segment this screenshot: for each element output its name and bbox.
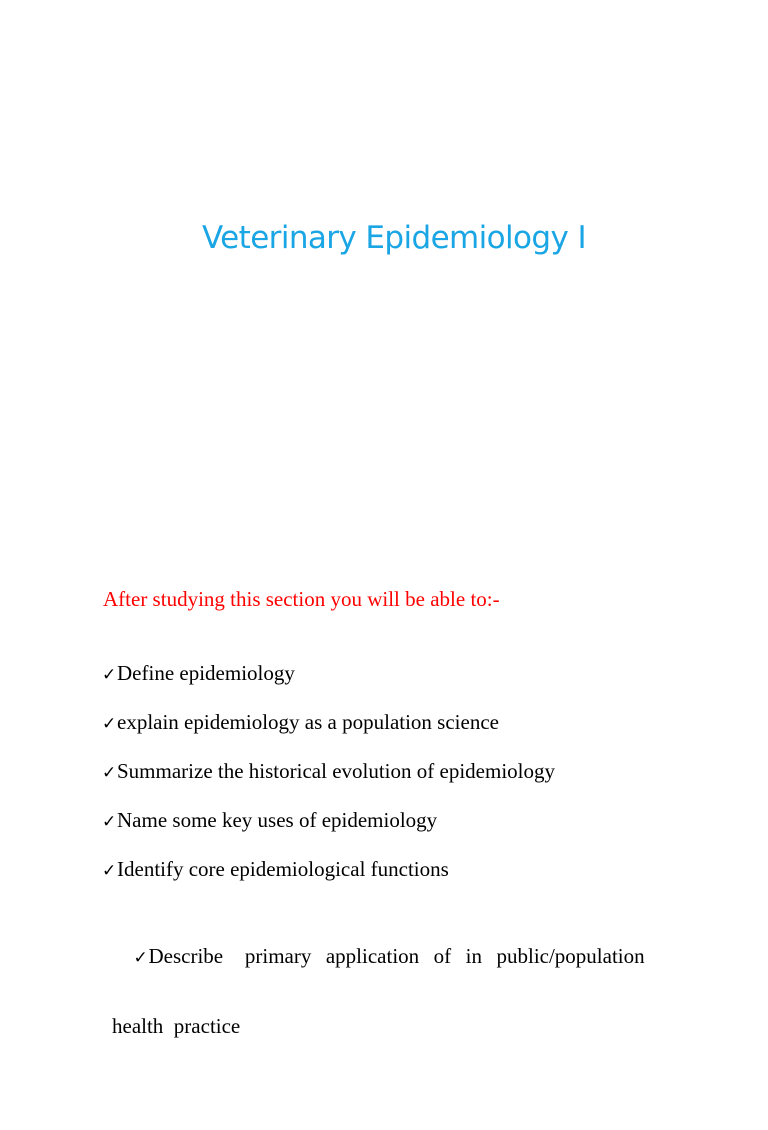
objective-text: Define epidemiology [117, 661, 295, 685]
list-item [102, 801, 622, 841]
document-title: Veterinary Epidemiology I [201, 220, 587, 256]
checkmark-icon: ✓ [133, 948, 148, 967]
objective-text-line-1: Describe primary application of in public/population [148, 944, 645, 968]
list-item [102, 899, 645, 1121]
list-item [102, 703, 622, 743]
list-item [102, 752, 622, 792]
objective-text: Name some key uses of epidemiology [117, 808, 438, 832]
objective-text: explain epidemiology as a population science [117, 710, 499, 734]
checkmark-icon: ✓ [102, 861, 117, 880]
objective-text-line-2: health practice [112, 1014, 241, 1038]
learning-objectives-intro: After studying this section you will be able to:- [103, 587, 500, 611]
checkmark-icon: ✓ [102, 812, 117, 831]
learning-objectives-list [102, 654, 645, 1130]
objective-text: Summarize the historical evolution of epidemiology [117, 759, 555, 783]
checkmark-icon: ✓ [102, 763, 117, 782]
checkmark-icon: ✓ [102, 665, 117, 684]
objective-text: Identify core epidemiological functions [117, 857, 449, 881]
list-item [102, 850, 622, 890]
list-item [102, 654, 622, 694]
checkmark-icon: ✓ [102, 714, 117, 733]
